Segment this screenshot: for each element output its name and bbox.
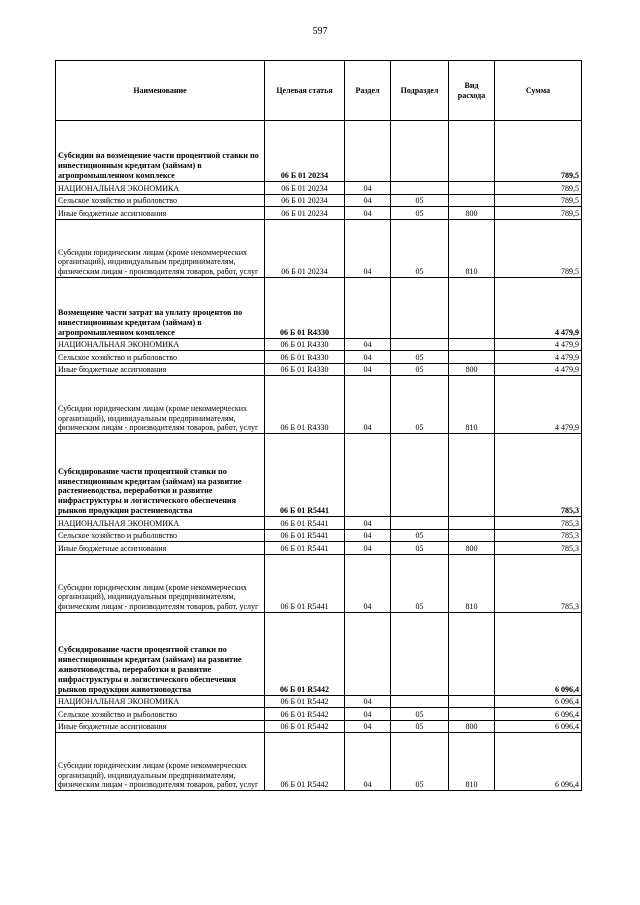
cell-target: 06 Б 01 R5441 — [265, 554, 345, 612]
cell-name: Субсидии юридическим лицам (кроме некоммерческих организаций), индивидуальным предпринимателям, физическим лицам - производителям товаров, работ, услуг — [56, 376, 265, 434]
cell-target: 06 Б 01 R5442 — [265, 708, 345, 721]
cell-subsection: 05 — [391, 542, 449, 555]
cell-target: 06 Б 01 R5441 — [265, 434, 345, 517]
cell-subsection — [391, 517, 449, 530]
cell-type: 800 — [449, 363, 495, 376]
cell-name: Иные бюджетные ассигнования — [56, 542, 265, 555]
cell-subsection: 05 — [391, 219, 449, 277]
table-row — [56, 542, 582, 555]
table-row — [56, 733, 582, 791]
cell-subsection: 05 — [391, 207, 449, 220]
cell-sum: 789,5 — [495, 194, 582, 207]
cell-target: 06 Б 01 R4330 — [265, 376, 345, 434]
cell-sum: 6 096,4 — [495, 612, 582, 695]
cell-target: 06 Б 01 R5441 — [265, 517, 345, 530]
cell-section: 04 — [345, 733, 391, 791]
cell-sum: 4 479,9 — [495, 363, 582, 376]
cell-type — [449, 708, 495, 721]
cell-type — [449, 695, 495, 708]
budget-table — [55, 60, 582, 791]
cell-section: 04 — [345, 376, 391, 434]
cell-section — [345, 121, 391, 182]
cell-type — [449, 517, 495, 530]
table-row — [56, 612, 582, 695]
cell-sum: 4 479,9 — [495, 351, 582, 364]
cell-type: 800 — [449, 720, 495, 733]
cell-name: Возмещение части затрат на уплату процентов по инвестиционным кредитам (займам) в агропромышленном комплексе — [56, 277, 265, 338]
cell-subsection: 05 — [391, 733, 449, 791]
cell-type: 810 — [449, 219, 495, 277]
cell-sum: 785,3 — [495, 434, 582, 517]
cell-type — [449, 338, 495, 351]
cell-subsection — [391, 277, 449, 338]
header-subsection: Подраздел — [391, 61, 449, 121]
cell-subsection — [391, 182, 449, 195]
cell-name: Субсидии юридическим лицам (кроме некоммерческих организаций), индивидуальным предпринимателям, физическим лицам - производителям товаров, работ, услуг — [56, 733, 265, 791]
cell-name: Субсидии юридическим лицам (кроме некоммерческих организаций), индивидуальным предпринимателям, физическим лицам - производителям товаров, работ, услуг — [56, 219, 265, 277]
table-row — [56, 376, 582, 434]
cell-section: 04 — [345, 182, 391, 195]
table-row — [56, 554, 582, 612]
cell-section: 04 — [345, 708, 391, 721]
cell-section: 04 — [345, 517, 391, 530]
cell-type: 810 — [449, 554, 495, 612]
cell-target: 06 Б 01 R4330 — [265, 363, 345, 376]
cell-type — [449, 351, 495, 364]
cell-sum: 789,5 — [495, 219, 582, 277]
cell-name: Сельское хозяйство и рыболовство — [56, 351, 265, 364]
cell-name: НАЦИОНАЛЬНАЯ ЭКОНОМИКА — [56, 695, 265, 708]
cell-subsection: 05 — [391, 708, 449, 721]
table-row — [56, 194, 582, 207]
table-row — [56, 219, 582, 277]
header-section: Раздел — [345, 61, 391, 121]
cell-sum: 785,3 — [495, 542, 582, 555]
cell-target: 06 Б 01 20234 — [265, 194, 345, 207]
table-row — [56, 434, 582, 517]
cell-sum: 4 479,9 — [495, 277, 582, 338]
cell-section: 04 — [345, 194, 391, 207]
cell-sum: 785,3 — [495, 554, 582, 612]
cell-section: 04 — [345, 554, 391, 612]
table-row — [56, 351, 582, 364]
cell-name: НАЦИОНАЛЬНАЯ ЭКОНОМИКА — [56, 517, 265, 530]
cell-sum: 789,5 — [495, 121, 582, 182]
cell-type — [449, 529, 495, 542]
cell-subsection: 05 — [391, 720, 449, 733]
table-row — [56, 695, 582, 708]
cell-section: 04 — [345, 351, 391, 364]
cell-name: Иные бюджетные ассигнования — [56, 363, 265, 376]
cell-target: 06 Б 01 R5442 — [265, 612, 345, 695]
cell-name: НАЦИОНАЛЬНАЯ ЭКОНОМИКА — [56, 182, 265, 195]
cell-section: 04 — [345, 219, 391, 277]
table-row — [56, 363, 582, 376]
cell-target: 06 Б 01 20234 — [265, 219, 345, 277]
table-row — [56, 277, 582, 338]
cell-section: 04 — [345, 695, 391, 708]
cell-name: Субсидирование части процентной ставки по инвестиционным кредитам (займам) на развитие растениеводства, переработки и развитие инфраструктуры и логистического обеспечения рынков продукции растениеводства — [56, 434, 265, 517]
table-row — [56, 529, 582, 542]
cell-subsection — [391, 121, 449, 182]
cell-section: 04 — [345, 207, 391, 220]
cell-sum: 789,5 — [495, 207, 582, 220]
cell-name: Иные бюджетные ассигнования — [56, 207, 265, 220]
cell-name: Сельское хозяйство и рыболовство — [56, 194, 265, 207]
cell-subsection: 05 — [391, 376, 449, 434]
cell-section: 04 — [345, 529, 391, 542]
cell-sum: 785,3 — [495, 517, 582, 530]
table-row — [56, 720, 582, 733]
cell-section: 04 — [345, 542, 391, 555]
cell-section — [345, 277, 391, 338]
cell-target: 06 Б 01 R4330 — [265, 338, 345, 351]
header-name: Наименование — [56, 61, 265, 121]
cell-section — [345, 434, 391, 517]
table-row — [56, 121, 582, 182]
cell-target: 06 Б 01 R5442 — [265, 695, 345, 708]
header-expense-type: Вид расхода — [449, 61, 495, 121]
cell-type — [449, 612, 495, 695]
cell-type — [449, 434, 495, 517]
cell-type — [449, 182, 495, 195]
table-row — [56, 207, 582, 220]
cell-type: 800 — [449, 542, 495, 555]
cell-section — [345, 612, 391, 695]
cell-target: 06 Б 01 R5442 — [265, 720, 345, 733]
cell-sum: 4 479,9 — [495, 338, 582, 351]
table-row — [56, 182, 582, 195]
cell-subsection: 05 — [391, 529, 449, 542]
cell-section: 04 — [345, 363, 391, 376]
cell-sum: 785,3 — [495, 529, 582, 542]
cell-subsection: 05 — [391, 363, 449, 376]
cell-type: 810 — [449, 376, 495, 434]
cell-type: 810 — [449, 733, 495, 791]
cell-name: Субсидирование части процентной ставки по инвестиционным кредитам (займам) на развитие животноводства, переработки и развитие инфраструктуры и логистического обеспечения рынков продукции животноводства — [56, 612, 265, 695]
table-header-row — [56, 61, 582, 121]
cell-subsection — [391, 695, 449, 708]
cell-sum: 6 096,4 — [495, 695, 582, 708]
header-sum: Сумма — [495, 61, 582, 121]
cell-sum: 6 096,4 — [495, 720, 582, 733]
cell-subsection: 05 — [391, 554, 449, 612]
cell-name: Иные бюджетные ассигнования — [56, 720, 265, 733]
table-row — [56, 338, 582, 351]
cell-target: 06 Б 01 R5441 — [265, 529, 345, 542]
cell-type — [449, 277, 495, 338]
cell-sum: 789,5 — [495, 182, 582, 195]
cell-sum: 6 096,4 — [495, 708, 582, 721]
cell-target: 06 Б 01 R5442 — [265, 733, 345, 791]
cell-name: НАЦИОНАЛЬНАЯ ЭКОНОМИКА — [56, 338, 265, 351]
cell-subsection — [391, 612, 449, 695]
cell-type — [449, 121, 495, 182]
cell-target: 06 Б 01 20234 — [265, 182, 345, 195]
cell-subsection: 05 — [391, 194, 449, 207]
cell-name: Сельское хозяйство и рыболовство — [56, 529, 265, 542]
cell-subsection — [391, 338, 449, 351]
page-number: 597 — [312, 26, 328, 37]
cell-target: 06 Б 01 R4330 — [265, 351, 345, 364]
table-row — [56, 708, 582, 721]
cell-subsection — [391, 434, 449, 517]
cell-section: 04 — [345, 720, 391, 733]
cell-target: 06 Б 01 R4330 — [265, 277, 345, 338]
cell-target: 06 Б 01 R5441 — [265, 542, 345, 555]
cell-type — [449, 194, 495, 207]
cell-section: 04 — [345, 338, 391, 351]
cell-target: 06 Б 01 20234 — [265, 207, 345, 220]
cell-sum: 4 479,9 — [495, 376, 582, 434]
table-row — [56, 517, 582, 530]
cell-name: Сельское хозяйство и рыболовство — [56, 708, 265, 721]
header-target: Целевая статья — [265, 61, 345, 121]
cell-name: Субсидии юридическим лицам (кроме некоммерческих организаций), индивидуальным предпринимателям, физическим лицам - производителям товаров, работ, услуг — [56, 554, 265, 612]
cell-target: 06 Б 01 20234 — [265, 121, 345, 182]
cell-name: Субсидии на возмещение части процентной ставки по инвестиционным кредитам (займам) в агропромышленном комплексе — [56, 121, 265, 182]
cell-sum: 6 096,4 — [495, 733, 582, 791]
cell-type: 800 — [449, 207, 495, 220]
cell-subsection: 05 — [391, 351, 449, 364]
